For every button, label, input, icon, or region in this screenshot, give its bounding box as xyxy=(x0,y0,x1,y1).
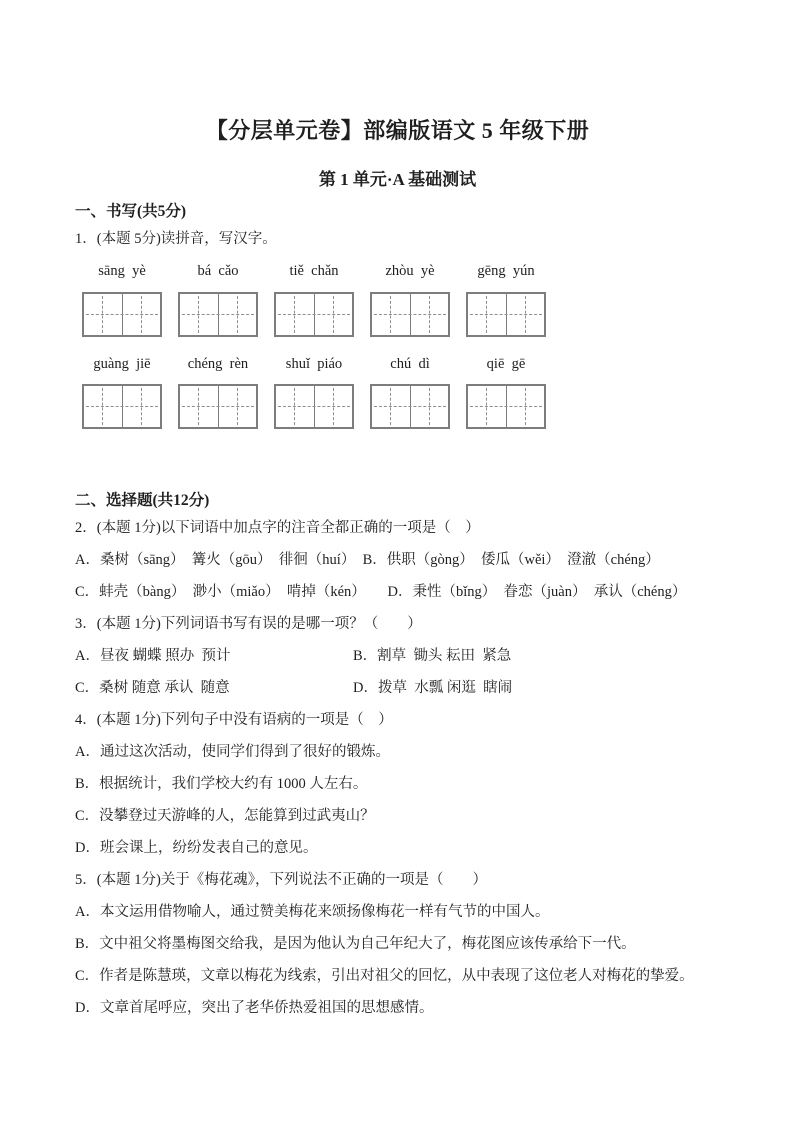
writing-grid xyxy=(466,384,546,429)
pinyin-row-1 xyxy=(82,261,720,281)
writing-grid-row-1 xyxy=(82,292,720,337)
pinyin-label: chú dì xyxy=(390,356,430,372)
pinyin-label: guàng jiē xyxy=(93,356,151,372)
section2-heading: 二、选择题(共12分) xyxy=(75,492,210,509)
question5-option: C．作者是陈慧瑛，文章以梅花为线索，引出对祖父的回忆，从中表现了这位老人对梅花的挚爱。 xyxy=(75,968,694,984)
writing-grid-cell xyxy=(180,386,218,427)
writing-grid-cell xyxy=(122,386,161,427)
question3-stem: 3．(本题 1分)下列词语书写有误的是哪一项？（ ） xyxy=(75,616,422,632)
pinyin-label: zhòu yè xyxy=(385,263,435,279)
writing-grid-cell xyxy=(84,386,122,427)
writing-grid-cell xyxy=(276,294,314,335)
writing-grid-cell xyxy=(372,294,410,335)
writing-grid-cell xyxy=(506,386,545,427)
question4-option: A．通过这次活动，使同学们得到了很好的锻炼。 xyxy=(75,744,390,760)
writing-grid-cell xyxy=(122,294,161,335)
writing-grid xyxy=(82,384,162,429)
pinyin-label: chéng rèn xyxy=(187,356,249,372)
pinyin-label: gēng yún xyxy=(477,263,535,279)
writing-grid xyxy=(466,292,546,337)
question3-option-row xyxy=(75,646,720,666)
writing-grid xyxy=(82,292,162,337)
question5-option: D．文章首尾呼应，突出了老华侨热爱祖国的思想感情。 xyxy=(75,1000,434,1016)
question2-stem: 2．(本题 1分)以下词语中加点字的注音全都正确的一项是（ ） xyxy=(75,520,480,536)
pinyin-label: sāng yè xyxy=(98,263,146,279)
writing-grid-cell xyxy=(218,294,257,335)
writing-grid xyxy=(178,384,258,429)
writing-grid-cell xyxy=(218,386,257,427)
writing-grid xyxy=(370,292,450,337)
writing-grid xyxy=(178,292,258,337)
question2-options-line: A．桑树（sāng） 篝火（gōu） 徘徊（huí） B．供职（gòng） 倭瓜（wěi） 澄澈（chéng） xyxy=(75,552,660,568)
writing-grid-row-2 xyxy=(82,384,720,429)
question4-option: C．没攀登过天游峰的人，怎能算到过武夷山？ xyxy=(75,808,375,824)
writing-grid xyxy=(274,384,354,429)
writing-grid xyxy=(274,292,354,337)
writing-grid-cell xyxy=(314,386,353,427)
writing-grid xyxy=(370,384,450,429)
question3-option-row xyxy=(75,678,720,698)
question5-option: A．本文运用借物喻人，通过赞美梅花来颂扬像梅花一样有气节的中国人。 xyxy=(75,904,550,920)
writing-grid-cell xyxy=(84,294,122,335)
question3-option: D．拨草 水瓢 闲逛 瞎闹 xyxy=(353,680,513,696)
page-title: 【分层单元卷】部编版语文 5 年级下册 xyxy=(205,118,590,143)
pinyin-row-2 xyxy=(82,354,720,374)
writing-grid-cell xyxy=(180,294,218,335)
question2-options-line: C．蚌壳（bàng） 渺小（miǎo） 啃掉（kén） D．秉性（bǐng） 眷恋（juàn） 承认（chéng） xyxy=(75,584,687,600)
question5-option: B．文中祖父将墨梅图交给我，是因为他认为自己年纪大了，梅花图应该传承给下一代。 xyxy=(75,936,636,952)
writing-grid-cell xyxy=(372,386,410,427)
writing-grid-cell xyxy=(410,294,449,335)
question1-stem: 1．(本题 5分)读拼音，写汉字。 xyxy=(75,231,277,247)
question3-option: C．桑树 随意 承认 随意 xyxy=(75,680,230,696)
section1-heading: 一、书写(共5分) xyxy=(75,203,187,220)
writing-grid-cell xyxy=(468,294,506,335)
writing-grid-cell xyxy=(276,386,314,427)
writing-grid-cell xyxy=(468,386,506,427)
question3-option: A．昼夜 蝴蝶 照办 预计 xyxy=(75,648,231,664)
pinyin-label: bá cǎo xyxy=(197,263,239,279)
writing-grid-cell xyxy=(410,386,449,427)
pinyin-label: tiě chǎn xyxy=(289,263,339,279)
question5-stem: 5．(本题 1分)关于《梅花魂》，下列说法不正确的一项是（ ） xyxy=(75,872,488,888)
pinyin-label: qiē gē xyxy=(486,356,526,372)
writing-grid-cell xyxy=(506,294,545,335)
question4-option: B．根据统计，我们学校大约有 1000 人左右。 xyxy=(75,776,368,792)
question4-stem: 4．(本题 1分)下列句子中没有语病的一项是（ ） xyxy=(75,712,393,728)
page-subtitle: 第 1 单元·A 基础测试 xyxy=(318,170,477,189)
pinyin-label: shuǐ piáo xyxy=(285,356,343,372)
writing-grid-cell xyxy=(314,294,353,335)
question4-option: D．班会课上，纷纷发表自己的意见。 xyxy=(75,840,318,856)
question3-option: B．割草 锄头 耘田 紧急 xyxy=(353,648,512,664)
